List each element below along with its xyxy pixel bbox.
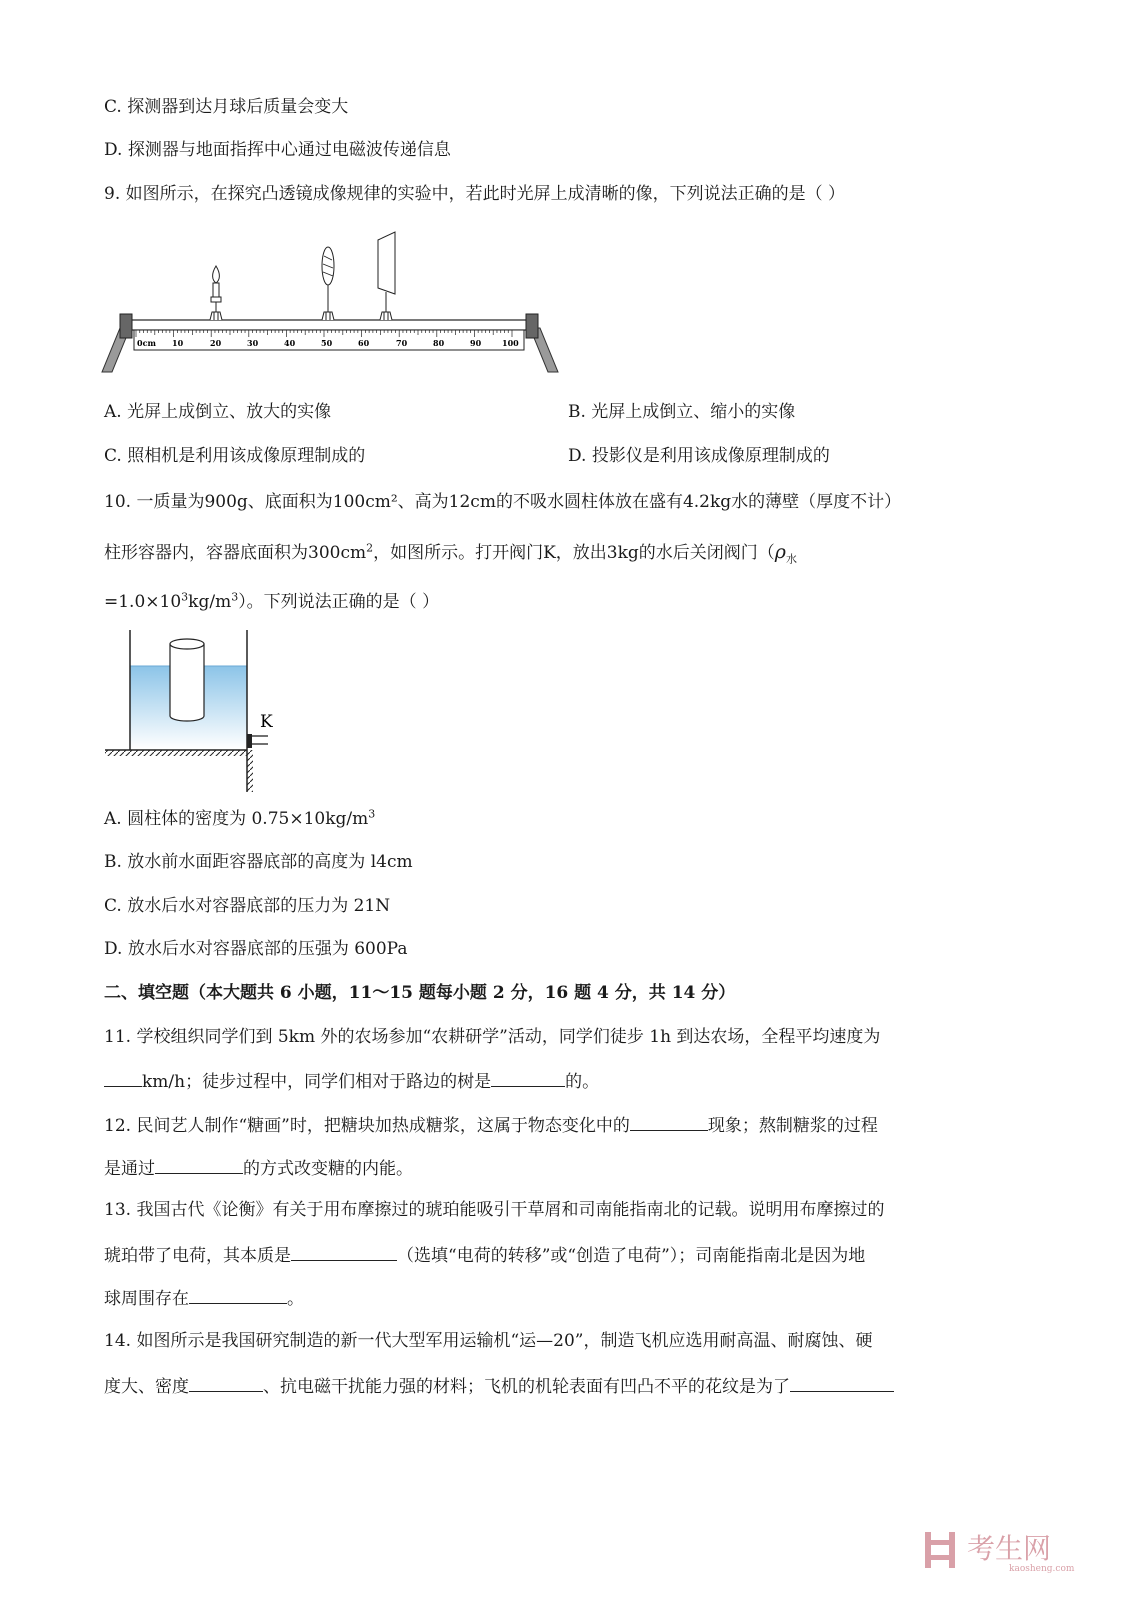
scale-label-40: 40 <box>284 338 296 348</box>
q13-text-b2: （选填“电荷的转移”或“创造了电荷”）；司南能指南北是因为地 <box>397 1246 866 1266</box>
q11-line-2 <box>104 1068 599 1094</box>
candle <box>210 266 222 320</box>
q10-option-d: D. 放水后水对容器底部的压强为 600Pa <box>104 939 408 959</box>
q12-line-1 <box>104 1112 878 1138</box>
q14-text-b2: 、抗电磁干扰能力强的材料；飞机的机轮表面有凹凸不平的花纹是为了 <box>263 1377 790 1397</box>
q12-text-a1: 12. 民间艺人制作“糖画”时，把糖块加热成糖浆，这属于物态变化中的 <box>104 1116 630 1136</box>
q12-blank-2[interactable] <box>155 1155 243 1174</box>
q9-option-a: A. 光屏上成倒立、放大的实像 <box>104 402 332 422</box>
q10-line2-sup: 2 <box>366 541 374 555</box>
q14-blank-2[interactable] <box>790 1373 894 1392</box>
q13-line-1: 13. 我国古代《论衡》有关于用布摩擦过的琥珀能吸引干草屑和司南能指南北的记载。说明用布摩擦过的 <box>104 1200 885 1220</box>
q10-line3-text-c: ）。下列说法正确的是（ ） <box>238 592 440 612</box>
q12-text-b2: 的方式改变糖的内能。 <box>243 1159 413 1179</box>
convex-lens <box>322 247 334 320</box>
q11-text-b1: km/h；徒步过程中，同学们相对于路边的树是 <box>142 1072 492 1092</box>
q12-blank-1[interactable] <box>630 1112 708 1131</box>
q8-option-c: C. 探测器到达月球后质量会变大 <box>104 97 349 117</box>
q14-blank-1[interactable] <box>189 1373 263 1392</box>
q11-blank-1[interactable] <box>104 1068 142 1087</box>
watermark-icon <box>925 1532 955 1568</box>
q10-line-1: 10. 一质量为900g、底面积为100cm²、高为12cm的不吸水圆柱体放在盛有4.2kg水的薄壁（厚度不计） <box>104 492 902 512</box>
q11-line-1: 11. 学校组织同学们到 5km 外的农场参加“农耕研学”活动，同学们徒步 1h 到达农场，全程平均速度为 <box>104 1027 881 1047</box>
watermark-url: kaosheng.com <box>1009 1564 1075 1574</box>
q10-line2-text-a: 柱形容器内，容器底面积为300cm <box>104 543 367 563</box>
q10-line3-sup-1: 3 <box>181 590 189 604</box>
scale-label-80: 80 <box>433 338 445 348</box>
q13-blank-1[interactable] <box>291 1242 397 1261</box>
q9-option-d: D. 投影仪是利用该成像原理制成的 <box>568 446 830 466</box>
q8-option-d: D. 探测器与地面指挥中心通过电磁波传递信息 <box>104 140 451 160</box>
scale-label-60: 60 <box>358 338 370 348</box>
q13-text-c2: 。 <box>287 1289 304 1309</box>
valve-label: K <box>260 712 273 732</box>
q9-stem: 9. 如图所示，在探究凸透镜成像规律的实验中，若此时光屏上成清晰的像，下列说法正确的是（ ） <box>104 184 846 204</box>
q12-text-a2: 现象；熬制糖浆的过程 <box>707 1116 878 1136</box>
q14-line-1: 14. 如图所示是我国研究制造的新一代大型军用运输机“运—20”，制造飞机应选用耐高温、耐腐蚀、硬 <box>104 1331 873 1351</box>
scale-label-30: 30 <box>247 338 259 348</box>
container-figure <box>100 626 290 796</box>
q14-line-2 <box>104 1373 894 1399</box>
q9-option-c: C. 照相机是利用该成像原理制成的 <box>104 446 366 466</box>
q13-line-3 <box>104 1285 304 1311</box>
section-2-title: 二、填空题（本大题共 6 小题，11～15 题每小题 2 分，16 题 4 分，共 14 分） <box>104 983 736 1003</box>
bench-left-end <box>120 314 132 338</box>
scale-label-10: 10 <box>172 338 184 348</box>
light-screen <box>378 232 395 320</box>
bench-right-end <box>526 314 538 338</box>
scale-label-70: 70 <box>396 338 408 348</box>
scale-label-zero: 0cm <box>137 338 156 348</box>
q10-line3-text-b: kg/m <box>188 592 232 612</box>
watermark-logo <box>923 1528 1093 1574</box>
q10-line2-text-b: ，如图所示。打开阀门K，放出3kg的水后关闭阀门（ <box>373 543 775 563</box>
q10-line-3 <box>104 590 439 614</box>
rho-symbol: ρ <box>774 541 786 563</box>
cylinder <box>170 639 204 721</box>
q10-option-c: C. 放水后水对容器底部的压力为 21N <box>104 896 391 916</box>
q10-option-b: B. 放水前水面距容器底部的高度为 l4cm <box>104 852 413 872</box>
q12-line-2 <box>104 1155 413 1181</box>
q10-line3-sup-2: 3 <box>231 590 239 604</box>
q13-line-2 <box>104 1242 865 1268</box>
watermark <box>923 1528 1093 1578</box>
scale-label-20: 20 <box>210 338 222 348</box>
watermark-text: 考生网 <box>967 1532 1052 1565</box>
rho-subscript: 水 <box>785 552 797 566</box>
q11-blank-2[interactable] <box>491 1068 565 1087</box>
bench-rail <box>128 320 532 330</box>
q10-line3-text-a: =1.0×10 <box>104 592 182 612</box>
q10-option-a-text: A. 圆柱体的密度为 0.75×10kg/m <box>104 809 369 829</box>
valve-k <box>247 734 268 748</box>
q12-text-b1: 是通过 <box>104 1159 155 1179</box>
scale-label-90: 90 <box>470 338 482 348</box>
optical-bench-figure <box>100 228 560 376</box>
q11-text-b2: 的。 <box>565 1072 600 1092</box>
q14-text-b1: 度大、密度 <box>104 1377 189 1397</box>
q13-blank-2[interactable] <box>189 1285 287 1304</box>
q13-text-c1: 球周围存在 <box>104 1289 189 1309</box>
q10-option-a <box>104 807 375 831</box>
q10-option-a-sup: 3 <box>368 807 376 821</box>
q9-option-b: B. 光屏上成倒立、缩小的实像 <box>568 402 796 422</box>
q10-line-2 <box>104 540 797 565</box>
scale-label-50: 50 <box>321 338 333 348</box>
q13-text-b1: 琥珀带了电荷，其本质是 <box>104 1246 291 1266</box>
scale-label-100: 100 <box>502 338 519 348</box>
